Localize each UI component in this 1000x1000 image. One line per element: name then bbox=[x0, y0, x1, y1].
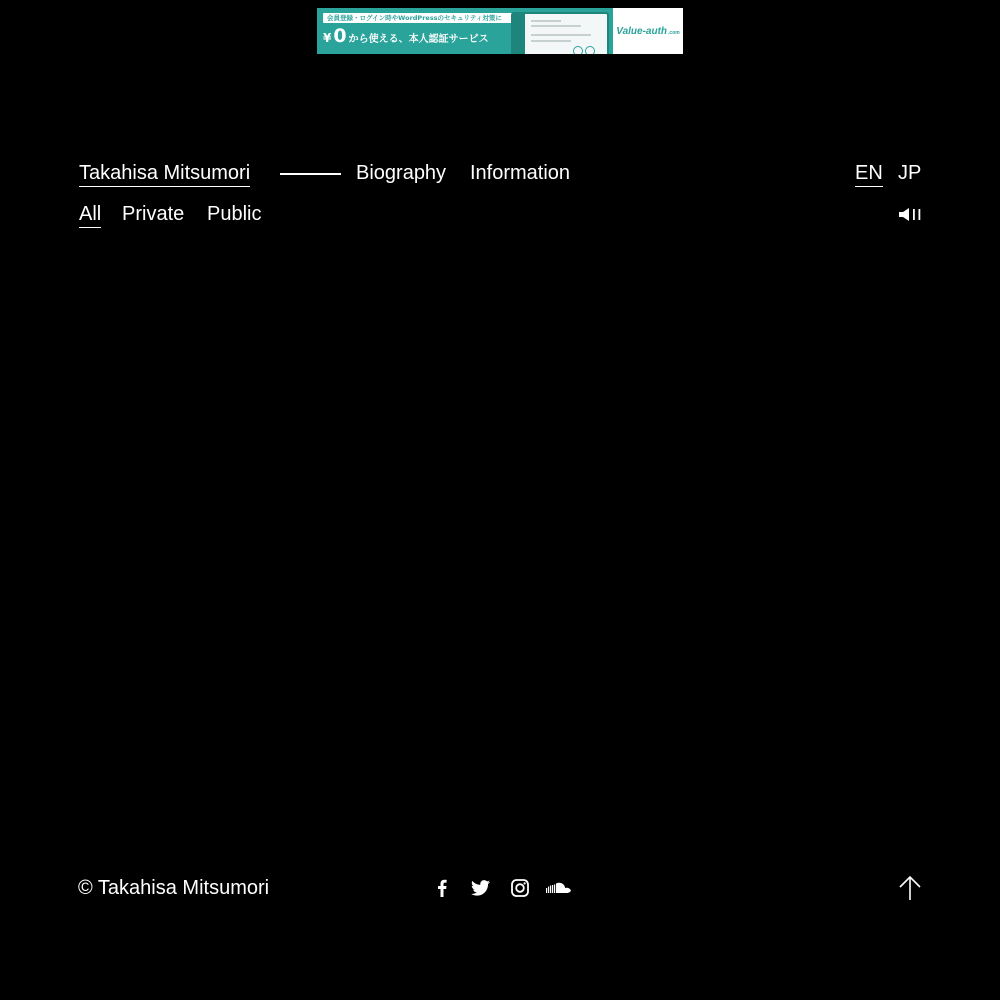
instagram-link[interactable] bbox=[510, 878, 530, 898]
nav-information-link[interactable]: Information bbox=[470, 162, 571, 184]
ad-headline: 会員登録・ログイン時やWordPressのセキュリティ対策に bbox=[323, 13, 517, 23]
soundcloud-link[interactable] bbox=[546, 878, 571, 898]
site-name-link[interactable]: Takahisa Mitsumori bbox=[79, 161, 250, 187]
facebook-icon bbox=[437, 879, 447, 897]
sound-play-pause-icon bbox=[899, 207, 923, 222]
back-to-top-button[interactable] bbox=[898, 875, 922, 901]
ad-price-line bbox=[323, 27, 517, 45]
ad-brand-name: Value-auth bbox=[616, 25, 668, 37]
ad-brand-logo bbox=[613, 8, 683, 54]
lang-jp-link[interactable]: JP bbox=[898, 162, 922, 184]
ad-banner[interactable] bbox=[317, 8, 683, 54]
nav-biography-link[interactable]: Biography bbox=[356, 162, 447, 184]
filter-all[interactable]: All bbox=[79, 202, 101, 228]
twitter-link[interactable] bbox=[470, 878, 490, 898]
ad-product-screenshot bbox=[511, 12, 609, 54]
filter-public[interactable]: Public bbox=[207, 203, 262, 225]
lang-en-link[interactable]: EN bbox=[855, 161, 883, 187]
soundcloud-icon bbox=[546, 882, 571, 894]
nav-divider bbox=[280, 173, 341, 175]
twitter-icon bbox=[471, 880, 490, 896]
copyright-text: © Takahisa Mitsumori bbox=[78, 877, 270, 899]
instagram-icon bbox=[511, 879, 529, 897]
facebook-link[interactable] bbox=[435, 878, 449, 898]
ad-brand-suffix: .com bbox=[668, 29, 680, 36]
sound-toggle-button[interactable] bbox=[899, 207, 923, 222]
ad-price-symbol: ¥ bbox=[323, 31, 332, 45]
filter-private[interactable]: Private bbox=[122, 203, 185, 225]
ad-tagline: から使える、本人認証サービス bbox=[348, 34, 489, 45]
ad-price: 0 bbox=[333, 25, 347, 47]
ad-copy bbox=[323, 13, 517, 51]
arrow-up-icon bbox=[898, 875, 922, 901]
